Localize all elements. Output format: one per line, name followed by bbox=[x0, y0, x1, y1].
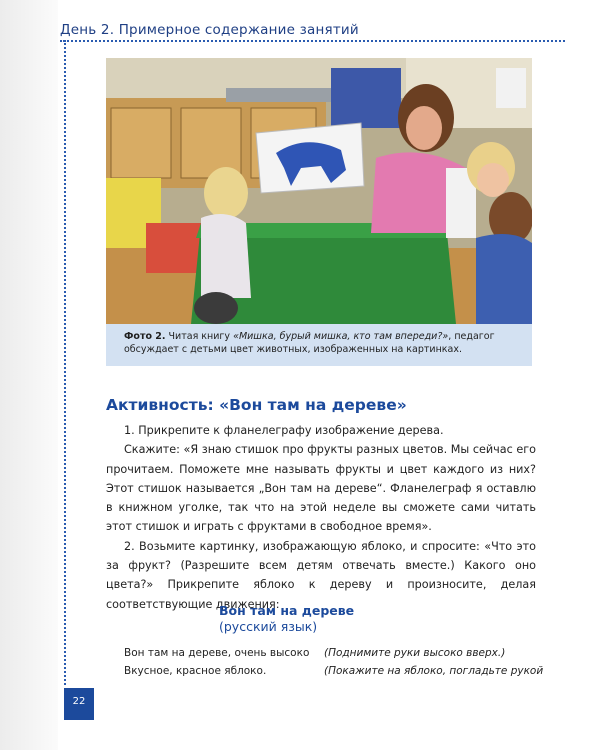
caption-text: Читая книгу bbox=[165, 331, 234, 342]
poem-title: Вон там на дереве bbox=[219, 603, 355, 618]
poem-line-note: (Поднимите руки высоко вверх.) bbox=[324, 647, 506, 659]
classroom-photo bbox=[106, 58, 532, 324]
poem-line-text: Вон там на дереве, очень высоко bbox=[124, 647, 310, 659]
photo-caption bbox=[124, 330, 524, 356]
poem-title-block bbox=[219, 603, 519, 635]
classroom-photo-illustration bbox=[106, 58, 532, 324]
caption-label: Фото 2. bbox=[124, 331, 166, 342]
header-dotted-rule bbox=[60, 40, 565, 42]
paragraph: 1. Прикрепите к фланелеграфу изображение дерева. bbox=[124, 424, 444, 437]
paragraph: 2. Возьмите картинку, изображающую яблоко, и спросите: «Что это за фрукт? (Разрешите всем детям отвечать вместе.) Какого оно цвета?» Прикрепите яблоко к дереву и произносите, делая соответствующие движения: bbox=[106, 539, 536, 611]
caption-book-title: «Мишка, бурый мишка, кто там впереди?» bbox=[233, 331, 449, 342]
page-number: 22 bbox=[64, 688, 94, 720]
poem-line-text: Вкусное, красное яблоко. bbox=[124, 665, 267, 677]
poem-line-note: (Покажите на яблоко, погладьте рукой bbox=[324, 665, 544, 677]
paragraph: Скажите: «Я знаю стишок про фрукты разных цветов. Мы сейчас его прочитаем. Поможете мне называть фрукты и цвет каждого из них? Этот стишок называется „Вон там на дереве“. Фланелеграф я оставлю в книжном уголке, так что на этой неделе вы сможете сами читать этот стишок и играть с фруктами в свободное время». bbox=[106, 443, 536, 534]
margin-dotted-rule bbox=[64, 40, 66, 685]
activity-title: Активность: «Вон там на дереве» bbox=[106, 396, 407, 414]
poem-subtitle: (русский язык) bbox=[219, 619, 318, 634]
caption-rest: , педагог обсуждает с детьми цвет животных, изображенных на картинках. bbox=[124, 331, 495, 355]
running-header: День 2. Примерное содержание занятий bbox=[60, 22, 359, 38]
page-gutter bbox=[0, 0, 58, 750]
activity-body bbox=[106, 421, 536, 614]
photo-block bbox=[106, 58, 532, 366]
